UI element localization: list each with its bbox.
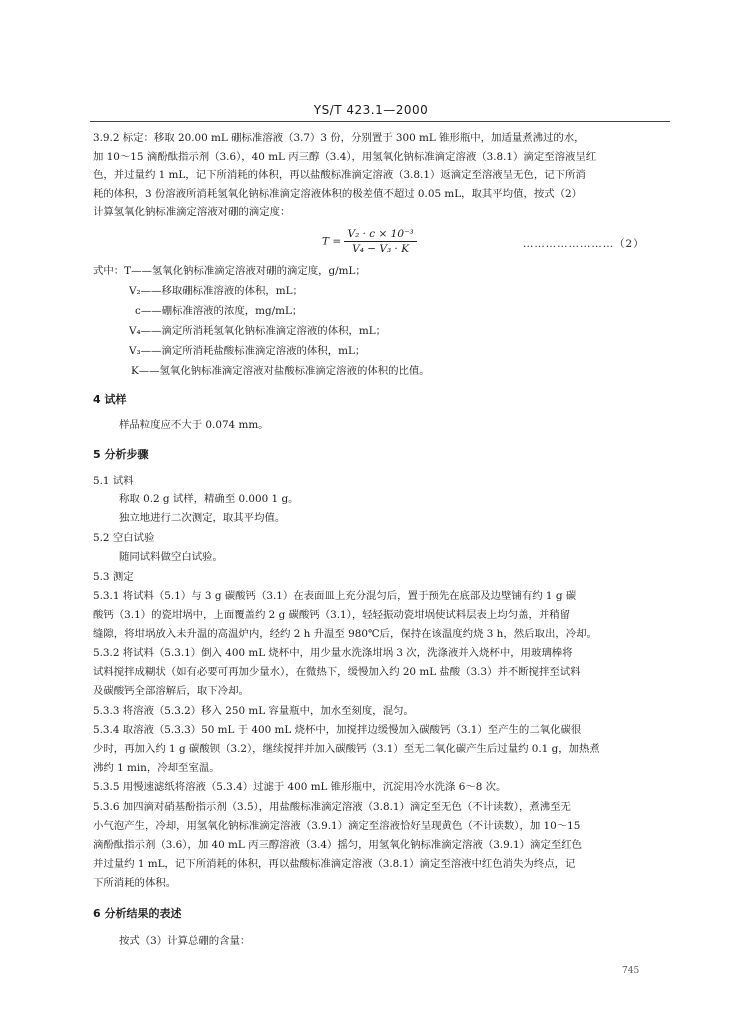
section-6-heading: 6 分析结果的表述 xyxy=(93,907,182,920)
clause-5-3-6-line-5: 下所消耗的体积。 xyxy=(93,877,177,889)
clause-5-3-1-line-1: 5.3.1 将试料（5.1）与 3 g 碳酸钙（3.1）在表面皿上充分混匀后，置于预先在底部及边壁铺有约 1 g 碳 xyxy=(93,590,577,602)
equation-number: ……………………（2） xyxy=(523,238,645,250)
clause-5-3-1-line-3: 缝隙，将坩埚放入未升温的高温炉内，经约 2 h 升温至 980℃后，保持在该温度约烧 3 h，然后取出，冷却。 xyxy=(93,628,597,640)
legend-line-V3: V₃——滴定所消耗盐酸标准滴定溶液的体积，mL； xyxy=(129,345,366,357)
section-5-heading: 5 分析步骤 xyxy=(93,448,149,461)
formula-fraction xyxy=(344,228,416,255)
clause-3-9-2-line-5: 计算氢氧化钠标准滴定溶液对硼的滴定度： xyxy=(93,206,291,218)
clause-5-1-line-2: 独立地进行二次测定，取其平均值。 xyxy=(119,512,286,524)
legend-line-V4: V₄——滴定所消耗氢氧化钠标准滴定溶液的体积，mL； xyxy=(129,325,387,337)
clause-5-3-4-line-1: 5.3.4 取溶液（5.3.3）50 mL 于 400 mL 烧杯中，加搅拌边缓慢加入碳酸钙（3.1）至产生的二氧化碳很 xyxy=(93,724,582,736)
clause-5-3-6-line-1: 5.3.6 加四滴对硝基酚指示剂（3.5），用盐酸标准滴定溶液（3.8.1）滴定至无色（不计读数），煮沸至无 xyxy=(93,801,571,813)
section-4-text: 样品粒度应不大于 0.074 mm。 xyxy=(119,419,269,431)
clause-5-1-title: 5.1 试料 xyxy=(93,475,134,487)
clause-5-3-6-line-3: 滴酚酞指示剂（3.6），加 40 mL 丙三醇溶液（3.4）摇匀，用氢氧化钠标准滴定溶液（3.9.1）滴定至红色 xyxy=(93,839,583,851)
legend-line-V2: V₂——移取硼标准溶液的体积，mL； xyxy=(129,285,303,297)
formula-lhs: T = xyxy=(322,235,342,248)
formula-numerator: V₂ · c × 10⁻³ xyxy=(344,228,416,242)
page-number: 745 xyxy=(622,966,640,976)
clause-5-3-2-line-3: 及碳酸钙全部溶解后，取下冷却。 xyxy=(93,685,249,697)
clause-5-2-text: 随同试料做空白试验。 xyxy=(119,551,223,563)
legend-line-c: c——硼标准溶液的浓度，mg/mL； xyxy=(135,305,303,317)
formula-2 xyxy=(322,228,417,255)
section-6-text: 按式（3）计算总硼的含量： xyxy=(119,935,251,947)
clause-5-3-1-line-2: 酸钙（3.1）的瓷坩埚中，上面覆盖约 2 g 碳酸钙（3.1），轻轻振动瓷坩埚使试料层表上均匀盖，并稍留 xyxy=(93,609,571,621)
clause-5-3-6-line-2: 小气泡产生，冷却，用氢氧化钠标准滴定溶液（3.9.1）滴定至溶液恰好呈现黄色（不计读数），加 10～15 xyxy=(93,820,581,832)
clause-3-9-2-line-2: 加 10～15 滴酚酞指示剂（3.6），40 mL 丙三醇（3.4），用氢氧化钠标准滴定溶液（3.8.1）滴定至溶液呈红 xyxy=(93,151,597,163)
clause-3-9-2-line-1: 3.9.2 标定：移取 20.00 mL 硼标准溶液（3.7）3 份，分别置于 300 mL 锥形瓶中，加适量煮沸过的水， xyxy=(93,132,585,144)
clause-5-3-2-line-1: 5.3.2 将试料（5.3.1）倒入 400 mL 烧杯中，用少量水洗涤坩埚 3 次，洗涤液并入烧杯中，用玻璃棒将 xyxy=(93,647,573,659)
legend-line-K: K——氢氧化钠标准滴定溶液对盐酸标准滴定溶液的体积的比值。 xyxy=(131,365,430,377)
clause-5-3-4-line-3: 沸约 1 min，冷却至室温。 xyxy=(93,762,220,774)
formula-denominator: V₄ − V₃ · K xyxy=(352,243,410,255)
clause-3-9-2-line-3: 色，并过量约 1 mL，记下所消耗的体积，再以盐酸标准滴定溶液（3.8.1）返滴定至溶液呈无色，记下所消 xyxy=(93,169,586,181)
clause-5-3-5-line-1: 5.3.5 用慢速滤纸将溶液（5.3.4）过滤于 400 mL 锥形瓶中，沉淀用冷水洗涤 6～8 次。 xyxy=(93,781,507,793)
clause-5-3-3-line-1: 5.3.3 将溶液（5.3.2）移入 250 mL 容量瓶中，加水至刻度，混匀。 xyxy=(93,705,414,717)
header-rule xyxy=(90,121,670,122)
standard-number-header: YS/T 423.1—2000 xyxy=(313,103,429,117)
clause-5-3-2-line-2: 试料搅拌成糊状（如有必要可再加少量水），在微热下，缓慢加入约 20 mL 盐酸（3.3）并不断搅拌至试料 xyxy=(93,666,581,678)
legend-line-T: 式中：T——氢氧化钠标准滴定溶液对硼的滴定度，g/mL； xyxy=(93,265,366,277)
clause-3-9-2-line-4: 耗的体积，3 份溶液所消耗氢氧化钠标准滴定溶液体积的极差值不超过 0.05 mL，取其平均值，按式（2） xyxy=(93,188,583,200)
clause-5-3-4-line-2: 少时，再加入约 1 g 碳酸钡（3.2），继续搅拌并加入碳酸钙（3.1）至无二氧化碳产生后过量约 0.1 g，加热煮 xyxy=(93,743,600,755)
section-4-heading: 4 试样 xyxy=(93,393,127,406)
clause-5-2-title: 5.2 空白试验 xyxy=(93,532,155,544)
clause-5-1-line-1: 称取 0.2 g 试样，精确至 0.000 1 g。 xyxy=(119,493,299,505)
clause-5-3-6-line-4: 并过量约 1 mL，记下所消耗的体积，再以盐酸标准滴定溶液（3.8.1）滴定至溶液中红色消失为终点，记 xyxy=(93,858,576,870)
clause-5-3-title: 5.3 测定 xyxy=(93,571,134,583)
